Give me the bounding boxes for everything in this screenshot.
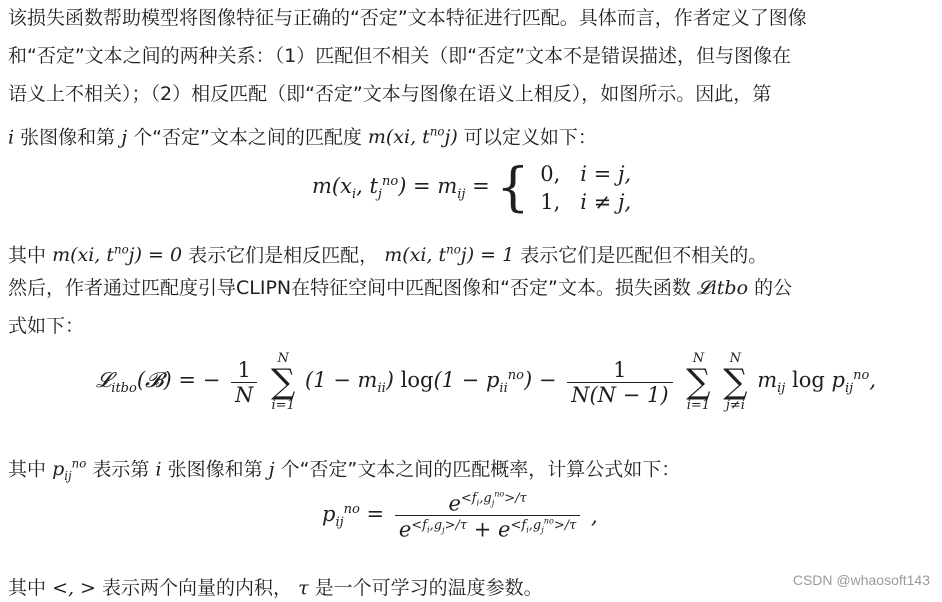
math-m-equals-1: m(xi, $t^{no}j) = 1$ [384,243,515,267]
para2-line2 [8,274,792,302]
text-fragment: 然后，作者通过匹配度引导CLIPN在特征空间中匹配图像和“否定”文本。损失函数 [8,277,691,299]
math-i: i [8,126,15,149]
text-fragment: 是一个可学习的温度参数。 [314,577,543,599]
text-fragment: 其中 [8,244,47,267]
text-fragment: 表示第 [92,458,150,481]
para1-line3: 语义上不相关）；（2）相反匹配（即“否定”文本与图像在语义上相反），如图所示。因此，第 [8,83,772,105]
para1-line2: 和“否定”文本之间的两种关系：（1）匹配但不相关（即“否定”文本不是错误描述，但与图像在 [8,45,791,67]
csdn-watermark: CSDN @whaosoft143 [792,572,930,588]
text-fragment: 个“否定”文本之间的匹配概率，计算公式如下： [280,458,681,481]
math-matching-degree: m(xi, $t^{no}j$) [367,125,458,149]
math-tau: τ [298,577,309,599]
text-fragment: 的公 [754,277,793,299]
text-fragment: 表示它们是相反匹配， [188,244,379,267]
para4-line1 [8,574,543,602]
text-fragment: 表示它们是匹配但不相关的。 [520,244,768,267]
math-j: j [121,126,128,149]
math-litbo: 𝓛itbo [696,277,749,299]
math-i: i [155,458,162,481]
math-m-equals-0: m(xi, $t^{no}j) = 0$ [52,243,183,267]
equation-matching-degree: $m(x_i$, $t_j^{no}) = m_{ij}$ = { 0, i = j, 1, i ≠ j, [312,158,632,218]
para3-line1 [8,450,680,490]
para2-line3: 式如下： [8,315,85,337]
text-fragment: 可以定义如下： [463,126,597,149]
math-inner-product: <, > [52,577,96,599]
equation-itbo-loss: 𝓛$_{itbo}$(𝓑) = − $\frac{1}{N}$ N ∑ i=1 $(1 - m_{ii})$ $\log(1 - p_{ii}^{no})$ − $\frac{1}{N(N - 1)}$ N ∑ i=1 N ∑ j≠i $m_{ij}$ $\log p_{ij}^{no}$, [96,351,877,413]
math-j: j [268,458,275,481]
text-fragment: 其中 [8,577,47,599]
text-fragment: 张图像和第 [167,458,263,481]
math-p-ij-no: $p_{ij}^{no}$ [52,457,87,484]
text-fragment: 个“否定”文本之间的匹配度 [133,126,362,149]
para1-line4 [8,118,597,151]
equation-match-probability: $p_{ij}^{no}$ = $\frac{e^{<f_i,g_j^{no}>/\tau}}{e^{<f_i,g_j>/\tau} + e^{<f_i,g_j^{no}>/\tau}}$ , [322,490,598,542]
para1-line1: 该损失函数帮助模型将图像特征与正确的“否定”文本特征进行匹配。具体而言，作者定义了图像 [8,7,807,29]
text-fragment: 其中 [8,458,47,481]
text-fragment: 张图像和第 [20,126,116,149]
text-fragment: 表示两个向量的内积， [102,577,293,599]
para2-line1 [8,236,767,269]
